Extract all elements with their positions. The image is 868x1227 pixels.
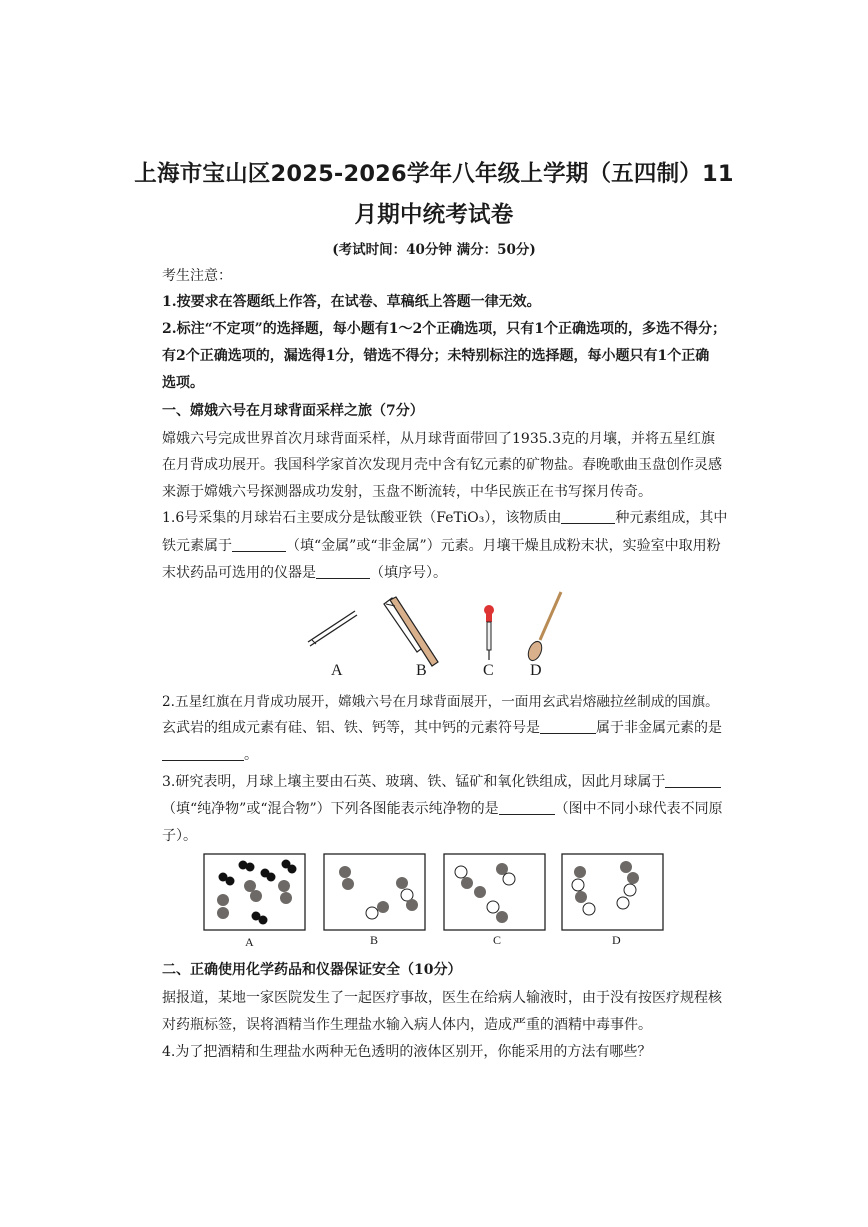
particle-label-b: B [370,933,379,947]
section2-intro-1: 据报道，某地一家医院发生了一起医疗事故，医生在给病人输液时，由于没有按医疗规程核 [162,990,722,1006]
answer-blank-q2-calcium-symbol[interactable] [540,719,596,734]
q1-text-c1: 末状药品可选用的仪器是 [162,565,316,581]
particle-box-c [444,854,545,930]
question-1-line3 [162,562,447,582]
q3-text-a1: 3.研究表明，月球上壤主要由石英、玻璃、铁、锰矿和氧化铁组成，因此月球属于 [162,774,666,790]
answer-blank-q3-moon-soil-type[interactable] [665,773,721,788]
answer-blank-q3-pure-figure[interactable] [499,800,555,815]
particle-label-a: A [245,935,254,949]
q1-text-a1: 1.6号采集的月球岩石主要成分是钛酸亚铁（FeTiO₃），该物质由 [162,510,562,526]
answer-blank-q1-element-count[interactable] [561,509,615,524]
instrument-label-d: D [530,662,542,679]
question-1-line1 [162,507,727,527]
medicine-spoon-icon [526,592,561,663]
exam-title-line2: 月期中统考试卷 [354,202,514,228]
section1-intro-1: 嫦娥六号完成世界首次月球背面采样，从月球背面带回了1935.3克的月壤，并将五星红旗 [162,431,715,447]
q1-text-a2: 种元素组成，其中 [615,510,728,526]
notice-item-2b: 有2个正确选项的，漏选得1分，错选不得分；未特别标注的选择题，每小题只有1个正确 [162,348,710,364]
section1-heading: 一、嫦娥六号在月球背面采样之旅（7分） [162,403,424,419]
answer-blank-q1-metal-type[interactable] [232,537,286,552]
notice-item-1: 1.按要求在答题纸上作答，在试卷、草稿纸上答题一律无效。 [162,294,541,310]
q2-text-b1: 玄武岩的组成元素有硅、铝、铁、钙等，其中钙的元素符号是 [162,720,540,736]
answer-blank-q1-instrument[interactable] [316,564,370,579]
q1-text-b1: 铁元素属于 [162,538,232,554]
section1-intro-3: 来源于嫦娥六号探测器成功发射，玉盘不断流转，中华民族正在书写探月传奇。 [162,484,652,500]
instrument-label-a: A [331,662,343,679]
question-3-line3: 子）。 [162,828,197,844]
question-4: 4.为了把酒精和生理盐水两种无色透明的液体区别开，你能采用的方法有哪些？ [162,1044,652,1060]
section2-heading: 二、正确使用化学药品和仪器保证安全（10分） [162,962,462,978]
instrument-label-c: C [483,662,494,679]
q2-text-c: 。 [244,747,258,763]
q3-text-b1: （填“纯净物”或“混合物”）下列各图能表示纯净物的是 [162,801,499,817]
particle-box-d [562,854,663,930]
answer-blank-q2-nonmetal[interactable] [162,746,244,761]
exam-title-line1: 上海市宝山区2025-2026学年八年级上学期（五四制）11 [134,161,734,187]
exam-time-score: (考试时间：40分钟 满分：50分) [332,242,536,258]
question-2-line3 [162,744,258,764]
particle-label-c: C [493,933,502,947]
notice-item-2a: 2.标注“不定项”的选择题，每小题有1～2个正确选项，只有1个正确选项的，多选不得分； [162,321,726,337]
question-3-line1 [162,771,721,791]
instrument-label-b: B [416,662,427,679]
section2-intro-2: 对药瓶标签，误将酒精当作生理盐水输入病人体内，造成严重的酒精中毒事件。 [162,1017,652,1033]
notice-label: 考生注意： [162,268,232,284]
q3-text-b2: （图中不同小球代表不同原 [554,801,723,817]
notice-item-2c: 选项。 [162,375,204,391]
section1-intro-2: 在月背成功展开。我国科学家首次发现月壳中含有钇元素的矿物盐。春晚歌曲玉盘创作灵感 [162,457,722,473]
question-2-line2 [162,717,722,737]
paper-spatula-icon [384,597,438,666]
q2-text-b2: 属于非金属元素的是 [596,720,722,736]
dropper-icon [484,605,494,660]
question-2-line1: 2.五星红旗在月背成功展开，嫦娥六号在月球背面展开，一面用玄武岩熔融拉丝制成的国旗。 [162,694,719,710]
tweezers-icon [308,611,357,646]
q1-text-c2: （填序号）。 [370,565,447,581]
particle-box-a [204,854,305,930]
particle-models-figure [200,850,670,934]
particle-label-d: D [612,933,621,947]
particle-box-b [324,854,425,930]
question-1-line2 [162,535,721,555]
question-3-line2 [162,798,723,818]
q1-text-b2: （填“金属”或“非金属”）元素。月壤干燥且成粉末状，实验室中取用粉 [286,538,721,554]
